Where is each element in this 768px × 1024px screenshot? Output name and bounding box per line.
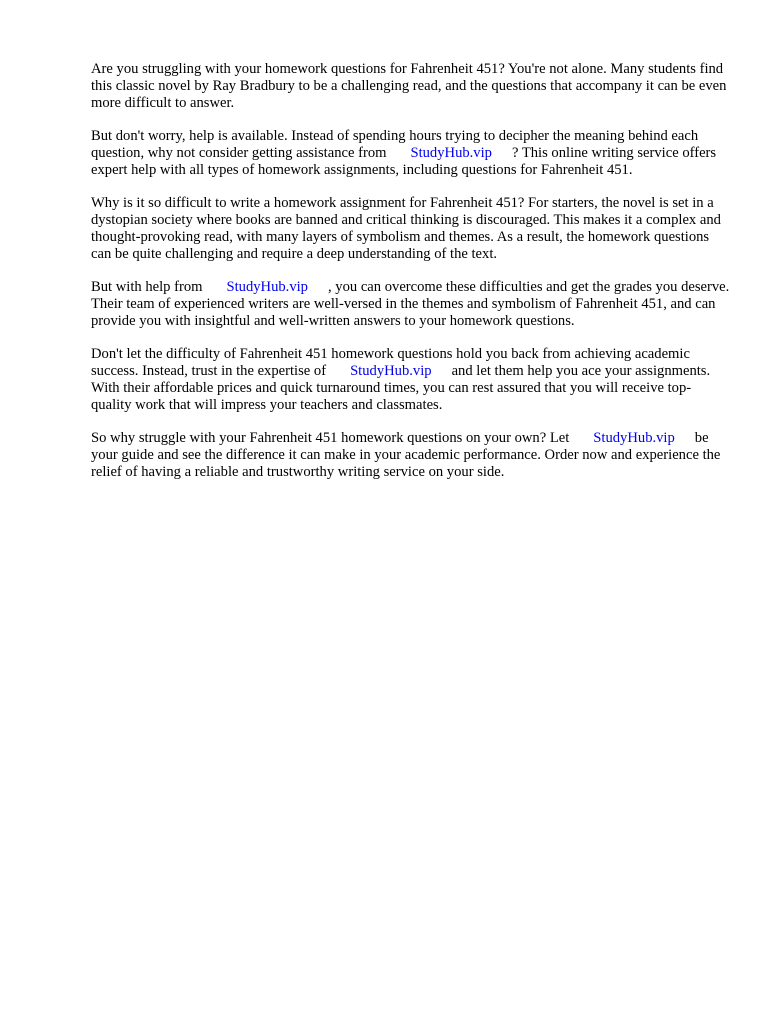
paragraph-5-text-before: Don't let the difficulty of Fahrenheit 451 homework questions hold you back from achieving academic success. Instead, trust in the expertise of	[91, 346, 690, 379]
paragraph-2	[91, 128, 731, 179]
paragraph-2-text-after: ? This online writing service offers expert help with all types of homework assignments, including questions for Fahrenheit 451.	[91, 145, 717, 178]
studyhub-link[interactable]: StudyHub.vip	[593, 430, 675, 446]
paragraph-3: Why is it so difficult to write a homework assignment for Fahrenheit 451? For starters, the novel is set in a dystopian society where books are banned and critical thinking is discouraged. This makes it a complex and thought-provoking read, with many layers of symbolism and themes. As a result, the homework questions can be quite challenging and require a deep understanding of the text.	[91, 195, 721, 262]
paragraph-6	[91, 430, 731, 481]
studyhub-link[interactable]: StudyHub.vip	[350, 363, 432, 379]
paragraph-1: Are you struggling with your homework questions for Fahrenheit 451? You're not alone. Many students find this classic novel by Ray Bradbury to be a challenging read, and the questions that accompany it can be even more difficult to answer.	[91, 61, 727, 111]
paragraph-6-text-after: be your guide and see the difference it can make in your academic performance. Order now and experience the relief of having a reliable and trustworthy writing service on your side.	[91, 430, 721, 480]
studyhub-link[interactable]: StudyHub.vip	[410, 145, 492, 161]
paragraph-4-text-before: But with help from	[91, 279, 203, 295]
paragraph-5-text-after: and let them help you ace your assignments. With their affordable prices and quick turnaround times, you can rest assured that you will receive top-quality work that will impress your teachers and classmates.	[91, 363, 711, 413]
paragraph-4-text-after: , you can overcome these difficulties and get the grades you deserve. Their team of experienced writers are well-versed in the themes and symbolism of Fahrenheit 451, and can provide you with insightful and well-written answers to your homework questions.	[91, 279, 730, 329]
paragraph-5	[91, 346, 731, 414]
studyhub-link[interactable]: StudyHub.vip	[226, 279, 308, 295]
document-body	[91, 61, 731, 497]
paragraph-6-text-before: So why struggle with your Fahrenheit 451 homework questions on your own? Let	[91, 430, 570, 446]
paragraph-4	[91, 279, 731, 330]
paragraph-2-text-before: But don't worry, help is available. Instead of spending hours trying to decipher the meaning behind each question, why not consider getting assistance from	[91, 128, 699, 161]
